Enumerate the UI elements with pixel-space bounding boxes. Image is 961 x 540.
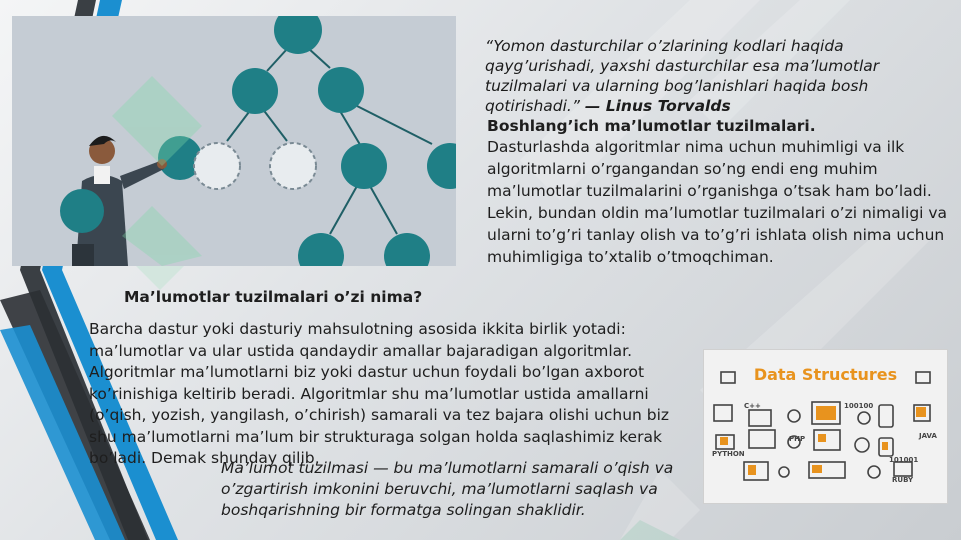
quote-block [485, 36, 955, 116]
quote-author: — Linus Torvalds [584, 97, 731, 115]
label-php: PHP [789, 435, 806, 443]
data-structures-title: Data Structures [753, 365, 898, 384]
section2-heading: Ma’lumotlar tuzilmalari o’zi nima? [124, 288, 423, 306]
label-cpp: C++ [744, 402, 761, 410]
data-structures-image [703, 349, 948, 504]
label-python: PYTHON [712, 450, 745, 458]
label-binary-2: 101001 [889, 456, 919, 464]
definition-text: Ma’lumot tuzilmasi — bu ma’lumotlarni samarali o’qish va o’zgartirish imkonini beruvchi, ma’lumotlarni saqlash va boshqarishning bir formatga solingan shaklidir. [221, 459, 674, 519]
tree-illustration [12, 16, 456, 266]
label-binary-1: 100100 [844, 402, 874, 410]
section2-body: Barcha dastur yoki dasturiy mahsulotning asosida ikkita birlik yotadi: ma’lumotlar va ular ustida qandaydir amallar bajaradigan algoritmlar. Algoritmlar ma’lumotlarni biz yoki dastur uchun foydali bo’lgan axborot ko’rinishiga keltirib beradi. Algoritmlar shu ma’lumotlar ustida amallarni (o’qish, yozish, yangilash, o’chirish) samarali va tez bajara olishi uchun biz shu ma’lumotlarni ma’lum bir strukturaga solgan holda saqlashimiz kerak bo’ladi. Demak shunday qilib, [89, 320, 670, 467]
section1-heading: Boshlang’ich ma’lumotlar tuzilmalari. [487, 117, 816, 135]
label-ruby: RUBY [892, 476, 914, 484]
section1-body: Dasturlashda algoritmlar nima uchun muhimligi va ilk algoritmlarni o’rgangandan so’ng endi eng muhim ma’lumotlar tuzilmalarini o’rganishga o’tsak ham bo’ladi. Lekin, bundan oldin ma’lumotlar tuzilmalari o’zi nimaligi va ularni to’g’ri tanlay olish va to’g’ri ishlata olish nima uchun muhimligiga to’xtalib o’tmoqchiman. [487, 138, 948, 266]
quote-text: “Yomon dasturchilar o’zlarining kodlari haqida qayg’urishadi, yaxshi dasturchilar esa ma’lumotlar tuzilmalari va ularning bog’lanishlari haqida bosh qotirishadi.” [485, 37, 880, 115]
label-java: JAVA [919, 432, 937, 440]
